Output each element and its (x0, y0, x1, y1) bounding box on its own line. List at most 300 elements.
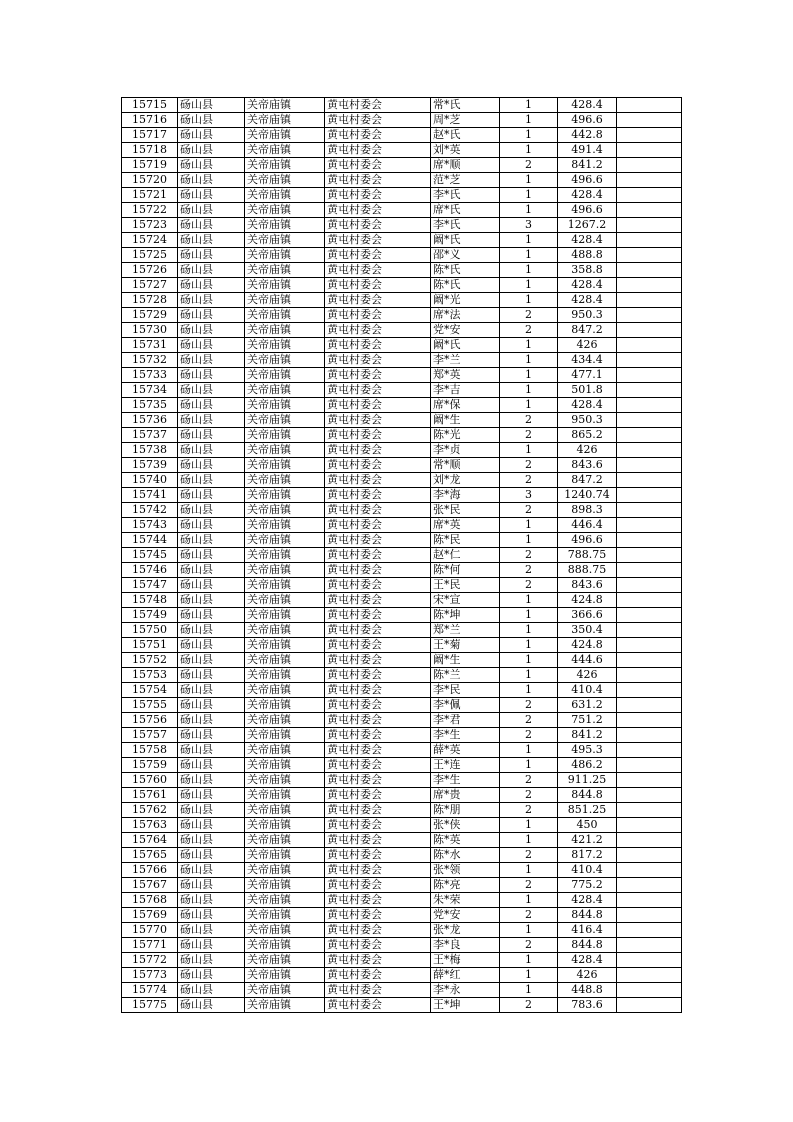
remark-cell (617, 233, 682, 248)
name-cell: 李*氏 (431, 218, 500, 233)
remark-cell (617, 998, 682, 1013)
household-size-cell: 1 (500, 893, 558, 908)
household-size-cell: 1 (500, 248, 558, 263)
name-cell: 李*氏 (431, 188, 500, 203)
remark-cell (617, 968, 682, 983)
village-cell: 黄屯村委会 (325, 608, 431, 623)
amount-cell: 911.25 (558, 773, 617, 788)
row-number-cell: 15759 (122, 758, 178, 773)
row-number-cell: 15717 (122, 128, 178, 143)
table-row (122, 428, 682, 443)
row-number-cell: 15727 (122, 278, 178, 293)
row-number-cell: 15738 (122, 443, 178, 458)
table-row (122, 998, 682, 1013)
county-cell: 砀山县 (178, 773, 245, 788)
village-cell: 黄屯村委会 (325, 653, 431, 668)
row-number-cell: 15745 (122, 548, 178, 563)
remark-cell (617, 713, 682, 728)
name-cell: 王*坤 (431, 998, 500, 1013)
village-cell: 黄屯村委会 (325, 548, 431, 563)
table-row (122, 623, 682, 638)
village-cell: 黄屯村委会 (325, 668, 431, 683)
table-row (122, 263, 682, 278)
amount-cell: 350.4 (558, 623, 617, 638)
row-number-cell: 15764 (122, 833, 178, 848)
village-cell: 黄屯村委会 (325, 758, 431, 773)
county-cell: 砀山县 (178, 623, 245, 638)
row-number-cell: 15729 (122, 308, 178, 323)
village-cell: 黄屯村委会 (325, 863, 431, 878)
county-cell: 砀山县 (178, 143, 245, 158)
village-cell: 黄屯村委会 (325, 788, 431, 803)
county-cell: 砀山县 (178, 653, 245, 668)
row-number-cell: 15743 (122, 518, 178, 533)
town-cell: 关帝庙镇 (245, 653, 325, 668)
town-cell: 关帝庙镇 (245, 473, 325, 488)
row-number-cell: 15746 (122, 563, 178, 578)
town-cell: 关帝庙镇 (245, 713, 325, 728)
amount-cell: 434.4 (558, 353, 617, 368)
household-size-cell: 2 (500, 773, 558, 788)
amount-cell: 477.1 (558, 368, 617, 383)
table-row (122, 248, 682, 263)
county-cell: 砀山县 (178, 473, 245, 488)
name-cell: 李*海 (431, 488, 500, 503)
town-cell: 关帝庙镇 (245, 608, 325, 623)
table-row (122, 683, 682, 698)
county-cell: 砀山县 (178, 833, 245, 848)
town-cell: 关帝庙镇 (245, 863, 325, 878)
county-cell: 砀山县 (178, 383, 245, 398)
row-number-cell: 15742 (122, 503, 178, 518)
household-size-cell: 1 (500, 743, 558, 758)
row-number-cell: 15762 (122, 803, 178, 818)
village-cell: 黄屯村委会 (325, 953, 431, 968)
table-row (122, 728, 682, 743)
amount-cell: 841.2 (558, 158, 617, 173)
village-cell: 黄屯村委会 (325, 698, 431, 713)
household-size-cell: 1 (500, 173, 558, 188)
village-cell: 黄屯村委会 (325, 683, 431, 698)
household-size-cell: 1 (500, 233, 558, 248)
name-cell: 陈*氏 (431, 278, 500, 293)
county-cell: 砀山县 (178, 743, 245, 758)
remark-cell (617, 518, 682, 533)
table-row (122, 893, 682, 908)
amount-cell: 448.8 (558, 983, 617, 998)
table-row (122, 383, 682, 398)
remark-cell (617, 473, 682, 488)
household-size-cell: 1 (500, 863, 558, 878)
amount-cell: 844.8 (558, 908, 617, 923)
village-cell: 黄屯村委会 (325, 533, 431, 548)
name-cell: 王*梅 (431, 953, 500, 968)
county-cell: 砀山县 (178, 518, 245, 533)
amount-cell: 446.4 (558, 518, 617, 533)
amount-cell: 1240.74 (558, 488, 617, 503)
town-cell: 关帝庙镇 (245, 983, 325, 998)
village-cell: 黄屯村委会 (325, 503, 431, 518)
table-row (122, 323, 682, 338)
table-row (122, 143, 682, 158)
name-cell: 常*顺 (431, 458, 500, 473)
name-cell: 郑*英 (431, 368, 500, 383)
amount-cell: 410.4 (558, 863, 617, 878)
county-cell: 砀山县 (178, 908, 245, 923)
town-cell: 关帝庙镇 (245, 578, 325, 593)
household-size-cell: 2 (500, 548, 558, 563)
village-cell: 黄屯村委会 (325, 428, 431, 443)
name-cell: 宋*宣 (431, 593, 500, 608)
amount-cell: 426 (558, 338, 617, 353)
household-size-cell: 2 (500, 503, 558, 518)
row-number-cell: 15774 (122, 983, 178, 998)
amount-cell: 416.4 (558, 923, 617, 938)
county-cell: 砀山县 (178, 878, 245, 893)
row-number-cell: 15755 (122, 698, 178, 713)
county-cell: 砀山县 (178, 758, 245, 773)
amount-cell: 491.4 (558, 143, 617, 158)
household-size-cell: 1 (500, 338, 558, 353)
village-cell: 黄屯村委会 (325, 458, 431, 473)
remark-cell (617, 113, 682, 128)
town-cell: 关帝庙镇 (245, 368, 325, 383)
remark-cell (617, 323, 682, 338)
village-cell: 黄屯村委会 (325, 593, 431, 608)
amount-cell: 844.8 (558, 788, 617, 803)
remark-cell (617, 563, 682, 578)
name-cell: 陈*何 (431, 563, 500, 578)
remark-cell (617, 773, 682, 788)
village-cell: 黄屯村委会 (325, 98, 431, 113)
row-number-cell: 15756 (122, 713, 178, 728)
amount-cell: 888.75 (558, 563, 617, 578)
name-cell: 张*侠 (431, 818, 500, 833)
remark-cell (617, 338, 682, 353)
table-row (122, 593, 682, 608)
row-number-cell: 15726 (122, 263, 178, 278)
table-row (122, 608, 682, 623)
household-size-cell: 1 (500, 833, 558, 848)
household-size-cell: 1 (500, 263, 558, 278)
row-number-cell: 15739 (122, 458, 178, 473)
table-row (122, 458, 682, 473)
remark-cell (617, 623, 682, 638)
county-cell: 砀山县 (178, 323, 245, 338)
village-cell: 黄屯村委会 (325, 518, 431, 533)
county-cell: 砀山县 (178, 413, 245, 428)
name-cell: 陈*亮 (431, 878, 500, 893)
village-cell: 黄屯村委会 (325, 908, 431, 923)
remark-cell (617, 428, 682, 443)
county-cell: 砀山县 (178, 953, 245, 968)
name-cell: 席*氏 (431, 203, 500, 218)
remark-cell (617, 533, 682, 548)
village-cell: 黄屯村委会 (325, 773, 431, 788)
name-cell: 李*君 (431, 713, 500, 728)
table-row (122, 488, 682, 503)
village-cell: 黄屯村委会 (325, 833, 431, 848)
county-cell: 砀山县 (178, 263, 245, 278)
table-row (122, 773, 682, 788)
remark-cell (617, 683, 682, 698)
table-row (122, 983, 682, 998)
remark-cell (617, 443, 682, 458)
household-size-cell: 1 (500, 278, 558, 293)
table-row (122, 953, 682, 968)
county-cell: 砀山县 (178, 173, 245, 188)
town-cell: 关帝庙镇 (245, 263, 325, 278)
town-cell: 关帝庙镇 (245, 548, 325, 563)
name-cell: 薛*英 (431, 743, 500, 758)
amount-cell: 428.4 (558, 278, 617, 293)
county-cell: 砀山县 (178, 593, 245, 608)
village-cell: 黄屯村委会 (325, 878, 431, 893)
county-cell: 砀山县 (178, 638, 245, 653)
name-cell: 李*吉 (431, 383, 500, 398)
village-cell: 黄屯村委会 (325, 188, 431, 203)
county-cell: 砀山县 (178, 218, 245, 233)
amount-cell: 428.4 (558, 893, 617, 908)
household-size-cell: 2 (500, 908, 558, 923)
household-size-cell: 2 (500, 938, 558, 953)
town-cell: 关帝庙镇 (245, 683, 325, 698)
amount-cell: 851.25 (558, 803, 617, 818)
remark-cell (617, 593, 682, 608)
table-row (122, 308, 682, 323)
row-number-cell: 15720 (122, 173, 178, 188)
county-cell: 砀山县 (178, 248, 245, 263)
county-cell: 砀山县 (178, 983, 245, 998)
household-size-cell: 1 (500, 113, 558, 128)
county-cell: 砀山县 (178, 398, 245, 413)
village-cell: 黄屯村委会 (325, 263, 431, 278)
remark-cell (617, 818, 682, 833)
village-cell: 黄屯村委会 (325, 638, 431, 653)
name-cell: 邵*义 (431, 248, 500, 263)
remark-cell (617, 893, 682, 908)
row-number-cell: 15769 (122, 908, 178, 923)
household-size-cell: 2 (500, 728, 558, 743)
row-number-cell: 15773 (122, 968, 178, 983)
village-cell: 黄屯村委会 (325, 143, 431, 158)
name-cell: 党*安 (431, 323, 500, 338)
amount-cell: 428.4 (558, 188, 617, 203)
remark-cell (617, 758, 682, 773)
table-row (122, 848, 682, 863)
remark-cell (617, 908, 682, 923)
town-cell: 关帝庙镇 (245, 503, 325, 518)
name-cell: 王*菊 (431, 638, 500, 653)
town-cell: 关帝庙镇 (245, 563, 325, 578)
table-row (122, 968, 682, 983)
amount-cell: 496.6 (558, 173, 617, 188)
town-cell: 关帝庙镇 (245, 443, 325, 458)
county-cell: 砀山县 (178, 353, 245, 368)
town-cell: 关帝庙镇 (245, 218, 325, 233)
table-row (122, 758, 682, 773)
remark-cell (617, 383, 682, 398)
amount-cell: 817.2 (558, 848, 617, 863)
remark-cell (617, 263, 682, 278)
amount-cell: 496.6 (558, 203, 617, 218)
village-cell: 黄屯村委会 (325, 848, 431, 863)
household-size-cell: 2 (500, 473, 558, 488)
row-number-cell: 15752 (122, 653, 178, 668)
village-cell: 黄屯村委会 (325, 353, 431, 368)
table-row (122, 188, 682, 203)
row-number-cell: 15763 (122, 818, 178, 833)
row-number-cell: 15722 (122, 203, 178, 218)
row-number-cell: 15760 (122, 773, 178, 788)
remark-cell (617, 353, 682, 368)
table-row (122, 368, 682, 383)
county-cell: 砀山县 (178, 203, 245, 218)
town-cell: 关帝庙镇 (245, 848, 325, 863)
table-row (122, 668, 682, 683)
table-row (122, 548, 682, 563)
village-cell: 黄屯村委会 (325, 323, 431, 338)
amount-cell: 501.8 (558, 383, 617, 398)
town-cell: 关帝庙镇 (245, 158, 325, 173)
table-row (122, 98, 682, 113)
county-cell: 砀山县 (178, 818, 245, 833)
name-cell: 陈*兰 (431, 668, 500, 683)
town-cell: 关帝庙镇 (245, 668, 325, 683)
remark-cell (617, 743, 682, 758)
town-cell: 关帝庙镇 (245, 728, 325, 743)
amount-cell: 428.4 (558, 953, 617, 968)
county-cell: 砀山县 (178, 503, 245, 518)
name-cell: 李*贞 (431, 443, 500, 458)
village-cell: 黄屯村委会 (325, 413, 431, 428)
county-cell: 砀山县 (178, 368, 245, 383)
household-size-cell: 2 (500, 713, 558, 728)
town-cell: 关帝庙镇 (245, 908, 325, 923)
household-size-cell: 2 (500, 158, 558, 173)
amount-cell: 410.4 (558, 683, 617, 698)
name-cell: 席*顺 (431, 158, 500, 173)
village-cell: 黄屯村委会 (325, 893, 431, 908)
town-cell: 关帝庙镇 (245, 323, 325, 338)
row-number-cell: 15718 (122, 143, 178, 158)
table-row (122, 713, 682, 728)
amount-cell: 428.4 (558, 293, 617, 308)
town-cell: 关帝庙镇 (245, 758, 325, 773)
household-size-cell: 1 (500, 758, 558, 773)
household-size-cell: 2 (500, 803, 558, 818)
name-cell: 党*安 (431, 908, 500, 923)
village-cell: 黄屯村委会 (325, 743, 431, 758)
amount-cell: 366.6 (558, 608, 617, 623)
household-size-cell: 1 (500, 98, 558, 113)
county-cell: 砀山县 (178, 443, 245, 458)
county-cell: 砀山县 (178, 428, 245, 443)
county-cell: 砀山县 (178, 278, 245, 293)
town-cell: 关帝庙镇 (245, 638, 325, 653)
row-number-cell: 15728 (122, 293, 178, 308)
village-cell: 黄屯村委会 (325, 968, 431, 983)
amount-cell: 450 (558, 818, 617, 833)
household-size-cell: 1 (500, 533, 558, 548)
name-cell: 郑*兰 (431, 623, 500, 638)
name-cell: 赵*仁 (431, 548, 500, 563)
name-cell: 席*贵 (431, 788, 500, 803)
amount-cell: 1267.2 (558, 218, 617, 233)
town-cell: 关帝庙镇 (245, 143, 325, 158)
village-cell: 黄屯村委会 (325, 623, 431, 638)
table-row (122, 113, 682, 128)
row-number-cell: 15754 (122, 683, 178, 698)
row-number-cell: 15734 (122, 383, 178, 398)
household-size-cell: 1 (500, 368, 558, 383)
amount-cell: 428.4 (558, 98, 617, 113)
remark-cell (617, 653, 682, 668)
row-number-cell: 15732 (122, 353, 178, 368)
household-size-cell: 1 (500, 128, 558, 143)
remark-cell (617, 143, 682, 158)
row-number-cell: 15740 (122, 473, 178, 488)
row-number-cell: 15766 (122, 863, 178, 878)
remark-cell (617, 278, 682, 293)
county-cell: 砀山县 (178, 188, 245, 203)
village-cell: 黄屯村委会 (325, 218, 431, 233)
row-number-cell: 15731 (122, 338, 178, 353)
row-number-cell: 15767 (122, 878, 178, 893)
amount-cell: 788.75 (558, 548, 617, 563)
household-size-cell: 1 (500, 968, 558, 983)
town-cell: 关帝庙镇 (245, 803, 325, 818)
village-cell: 黄屯村委会 (325, 383, 431, 398)
county-cell: 砀山县 (178, 338, 245, 353)
town-cell: 关帝庙镇 (245, 788, 325, 803)
village-cell: 黄屯村委会 (325, 443, 431, 458)
town-cell: 关帝庙镇 (245, 533, 325, 548)
table-row (122, 938, 682, 953)
town-cell: 关帝庙镇 (245, 878, 325, 893)
amount-cell: 426 (558, 668, 617, 683)
household-size-cell: 2 (500, 413, 558, 428)
remark-cell (617, 848, 682, 863)
remark-cell (617, 458, 682, 473)
county-cell: 砀山县 (178, 308, 245, 323)
household-size-cell: 2 (500, 428, 558, 443)
amount-cell: 496.6 (558, 533, 617, 548)
village-cell: 黄屯村委会 (325, 368, 431, 383)
name-cell: 张*领 (431, 863, 500, 878)
remark-cell (617, 548, 682, 563)
table-row (122, 833, 682, 848)
name-cell: 王*连 (431, 758, 500, 773)
household-size-cell: 1 (500, 953, 558, 968)
remark-cell (617, 983, 682, 998)
amount-cell: 421.2 (558, 833, 617, 848)
table-row (122, 203, 682, 218)
town-cell: 关帝庙镇 (245, 968, 325, 983)
records-table-body (122, 98, 682, 1013)
village-cell: 黄屯村委会 (325, 803, 431, 818)
table-row (122, 863, 682, 878)
county-cell: 砀山县 (178, 728, 245, 743)
remark-cell (617, 98, 682, 113)
village-cell: 黄屯村委会 (325, 308, 431, 323)
village-cell: 黄屯村委会 (325, 113, 431, 128)
town-cell: 关帝庙镇 (245, 233, 325, 248)
name-cell: 周*芝 (431, 113, 500, 128)
row-number-cell: 15715 (122, 98, 178, 113)
table-row (122, 413, 682, 428)
amount-cell: 424.8 (558, 638, 617, 653)
